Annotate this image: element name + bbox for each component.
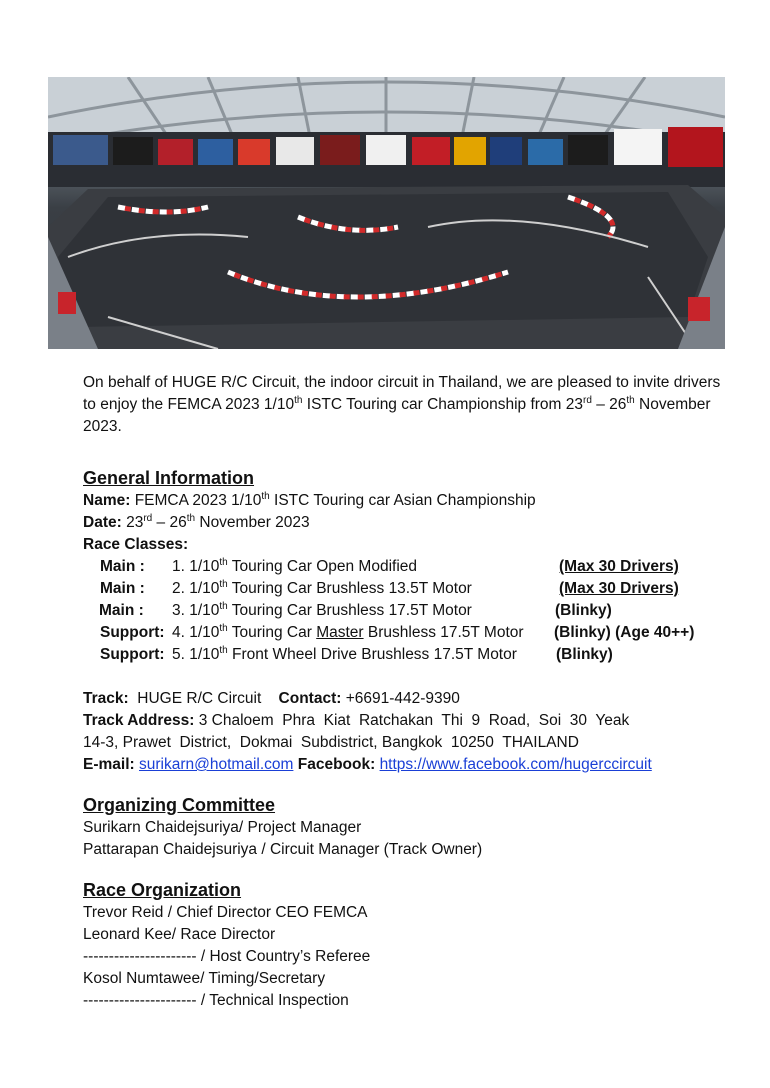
committee-member: Pattarapan Chaidejsuriya / Circuit Manager (Track Owner) — [83, 841, 483, 858]
race-class-row — [83, 578, 723, 600]
race-class-row — [83, 556, 723, 578]
date-value: November 2023 — [195, 514, 310, 531]
class-number: 5. 1/10 — [172, 646, 220, 663]
name-row — [83, 490, 723, 512]
class-sup: th — [219, 579, 228, 590]
contact-value: +6691-442-9390 — [341, 690, 460, 707]
race-class-row — [83, 622, 723, 644]
name-label: Name: — [83, 492, 131, 509]
class-description — [172, 600, 472, 622]
race-org-member: Trevor Reid / Chief Director CEO FEMCA — [83, 904, 368, 921]
document-body — [83, 372, 723, 1012]
class-description — [172, 578, 472, 600]
intro-text: ISTC Touring car Championship from 23 — [302, 396, 584, 413]
class-text: Brushless 17.5T Motor — [363, 624, 524, 641]
race-organization-heading: Race Organization — [83, 880, 242, 900]
track-value: HUGE R/C Circuit — [128, 690, 279, 707]
email-link[interactable]: surikarn@hotmail.com — [139, 756, 294, 773]
email-label: E-mail: — [83, 756, 135, 773]
intro-paragraph — [83, 372, 723, 438]
intro-text: On behalf of HUGE R/C Circuit, the indoor circuit in Thailand, we are pleased to invite drivers to enjoy the FEMCA 2023 1/10 — [83, 374, 721, 413]
contact-label: Contact: — [278, 690, 342, 707]
date-label: Date: — [83, 514, 122, 531]
class-number: 4. 1/10 — [172, 624, 220, 641]
intro-sup: rd — [583, 395, 592, 406]
date-sup: th — [186, 513, 196, 524]
date-value: – 26 — [152, 514, 187, 531]
class-type: Support: — [100, 646, 165, 663]
name-value: FEMCA 2023 1/10 — [130, 492, 262, 509]
class-text: Touring Car Brushless 13.5T Motor — [227, 580, 472, 597]
intro-text: November 2023. — [83, 396, 711, 435]
class-type: Main : — [100, 558, 145, 575]
class-number: 2. 1/10 — [172, 580, 220, 597]
race-classes-label: Race Classes: — [83, 536, 189, 553]
class-sup: th — [219, 557, 228, 568]
track-label: Track: — [83, 690, 129, 707]
facebook-link[interactable]: https://www.facebook.com/hugerccircuit — [379, 756, 652, 773]
class-type: Main : — [99, 602, 144, 619]
class-text: Touring Car Open Modified — [227, 558, 418, 575]
race-class-row — [83, 644, 723, 666]
general-information-heading: General Information — [83, 468, 255, 488]
class-text: Touring Car — [227, 624, 317, 641]
class-number: 1. 1/10 — [172, 558, 220, 575]
class-sup: th — [219, 645, 228, 656]
date-value: 23 — [121, 514, 144, 531]
race-org-member: Leonard Kee/ Race Director — [83, 926, 276, 943]
class-note: (Blinky) (Age 40++) — [554, 624, 695, 641]
address-row — [83, 710, 723, 732]
intro-sup: th — [294, 395, 303, 406]
facebook-label: Facebook: — [297, 756, 376, 773]
class-note: (Blinky) — [556, 646, 613, 663]
email-row — [83, 754, 723, 776]
class-description — [172, 622, 524, 644]
class-sup: th — [219, 623, 228, 634]
race-org-member: Kosol Numtawee/ Timing/Secretary — [83, 970, 326, 987]
class-text: Touring Car Brushless 17.5T Motor — [227, 602, 472, 619]
race-org-member: ---------------------- / Technical Inspection — [83, 992, 349, 1009]
class-text: Front Wheel Drive Brushless 17.5T Motor — [227, 646, 517, 663]
date-sup: rd — [143, 513, 153, 524]
class-number: 3. 1/10 — [172, 602, 220, 619]
circuit-photo — [48, 77, 725, 349]
class-note: (Blinky) — [555, 602, 612, 619]
class-description — [172, 556, 417, 578]
organizing-committee-heading: Organizing Committee — [83, 795, 276, 815]
intro-text: – 26 — [591, 396, 627, 413]
intro-sup: th — [626, 395, 635, 406]
name-sup: th — [261, 491, 270, 502]
class-description — [172, 644, 517, 666]
name-value: ISTC Touring car Asian Championship — [269, 492, 536, 509]
date-row — [83, 512, 723, 534]
race-org-member: ---------------------- / Host Country’s Referee — [83, 948, 371, 965]
class-text-underlined: Master — [316, 624, 364, 641]
address-label: Track Address: — [83, 712, 195, 729]
class-note: (Max 30 Drivers) — [559, 580, 679, 597]
class-type: Main : — [100, 580, 145, 597]
class-type: Support: — [100, 624, 165, 641]
class-sup: th — [219, 601, 228, 612]
class-note: (Max 30 Drivers) — [559, 558, 679, 575]
address-value: 3 Chaloem Phra Kiat Ratchakan Thi 9 Road, Soi 30 Yeak — [194, 712, 630, 729]
committee-member: Surikarn Chaidejsuriya/ Project Manager — [83, 819, 362, 836]
address-line-2: 14-3, Prawet District, Dokmai Subdistrict, Bangkok 10250 THAILAND — [83, 734, 579, 751]
track-row — [83, 688, 723, 710]
race-class-row — [83, 600, 723, 622]
